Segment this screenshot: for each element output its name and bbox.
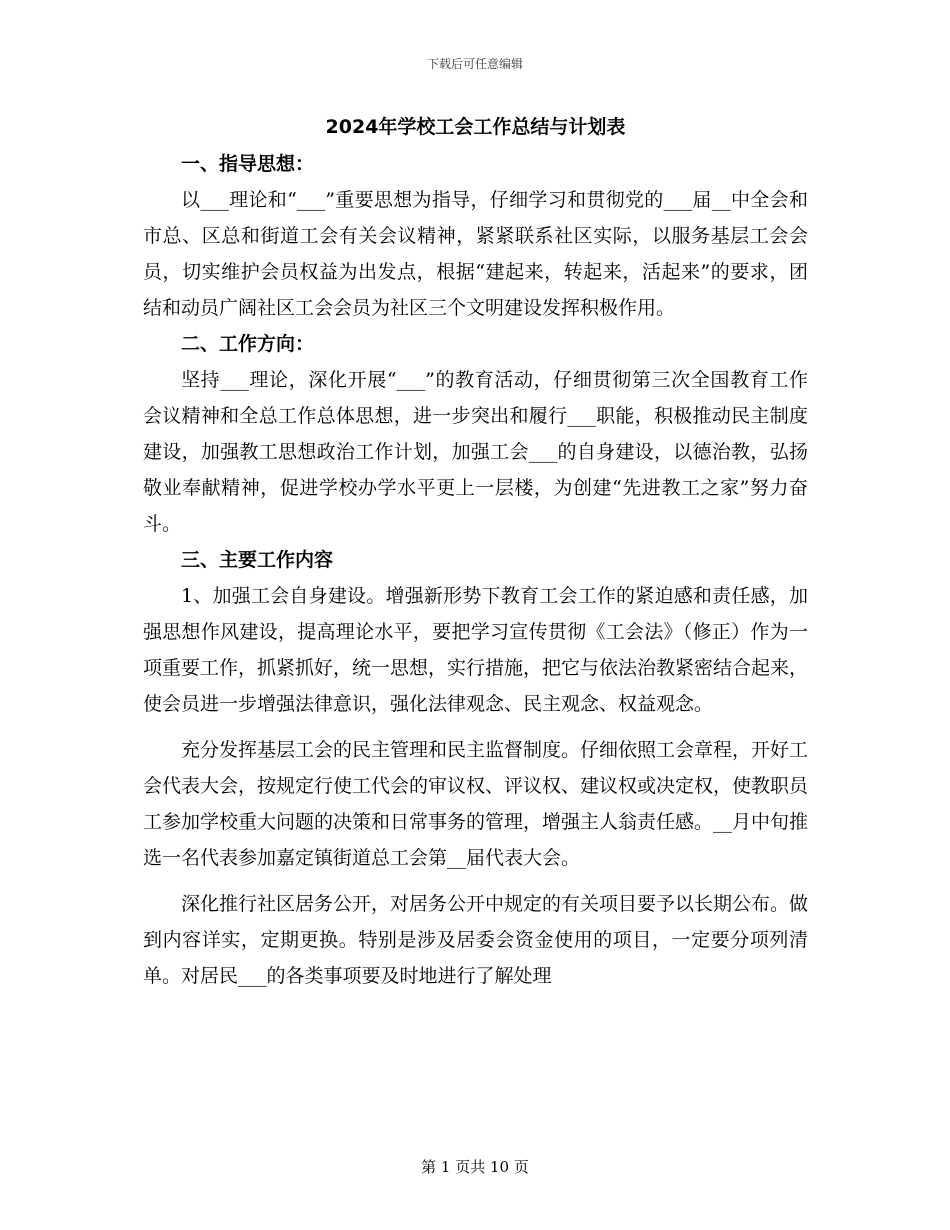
paragraph: 充分发挥基层工会的民主管理和民主监督制度。仔细依照工会章程，开好工会代表大会，按规定行使工代会的审议权、评议权、建议权或决定权，使教职员工参加学校重大问题的决策和日常事务的管理，增强主人翁责任感。__月中旬推选一名代表参加嘉定镇街道总工会第__届代表大会。 [143,739,809,869]
document-title: 2024年学校工会工作总结与计划表 [325,116,626,138]
paragraph: 坚持___理论，深化开展“___”的教育活动，仔细贯彻第三次全国教育工作会议精神和全总工作总体思想，进一步突出和履行___职能，积极推动民主制度建设，加强教工思想政治工作计划，加强工会___的自身建设，以德治教，弘扬敬业奉献精神，促进学校办学水平更上一层楼，为创建“先进教工之家”努力奋斗。 [143,369,808,535]
section-heading: 二、工作方向： [181,333,315,355]
section-heading: 一、指导思想： [181,153,315,175]
paragraph: 1、加强工会自身建设。增强新形势下教育工会工作的紧迫感和责任感，加强思想作风建设，提高理论水平，要把学习宣传贯彻《工会法》（修正）作为一项重要工作，抓紧抓好，统一思想，实行措施，把它与依法治教紧密结合起来，使会员进一步增强法律意识，强化法律观念、民主观念、权益观念。 [143,585,809,715]
section-work-direction [143,326,808,542]
section-guiding-ideology [143,146,808,326]
paragraph: 以___理论和“___”重要思想为指导，仔细学习和贯彻党的___届__中全会和市总、区总和街道工会有关会议精神，紧紧联系社区实际，以服务基层工会会员，切实维护会员权益为出发点，根据“建起来，转起来，活起来”的要求，团结和动员广阔社区工会会员为社区三个文明建设发挥积极作用。 [143,189,808,319]
section-main-work [143,542,808,994]
paragraph: 深化推行社区居务公开，对居务公开中规定的有关项目要予以长期公布。做到内容详实，定期更换。特别是涉及居委会资金使用的项目，一定要分项列清单。对居民___的各类事项要及时地进行了解处理 [143,893,809,987]
page-number-footer: 第 1 页共 10 页 [421,1158,529,1176]
page-header-note: 下载后可任意编辑 [426,57,523,71]
section-heading: 三、主要工作内容 [181,549,334,571]
document-body [143,112,808,994]
